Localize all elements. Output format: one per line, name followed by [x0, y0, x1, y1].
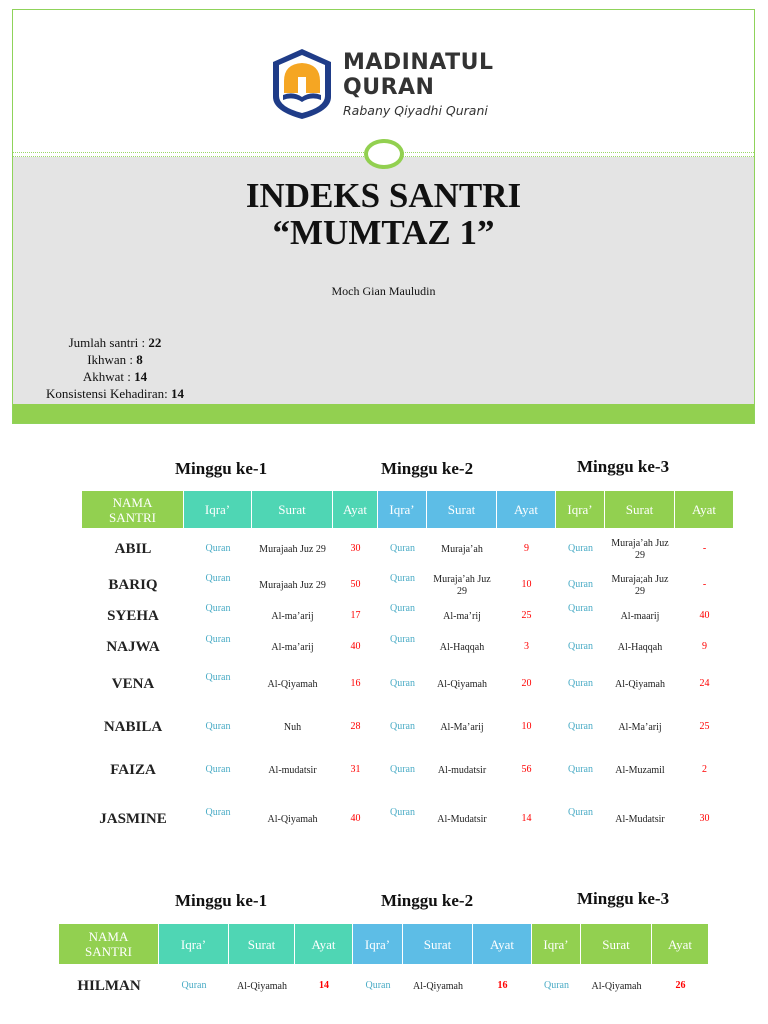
brand-tagline: Rabany Qiyadhi Qurani — [343, 103, 488, 118]
student-name: BARIQ — [108, 577, 158, 593]
iqra-cell: Quran — [568, 678, 593, 689]
ayat-cell: 26 — [675, 980, 686, 991]
madinatul-quran-emblem-icon — [269, 47, 335, 121]
ayat-cell: 25 — [699, 721, 710, 732]
ayat-cell: - — [702, 543, 707, 554]
iqra-cell: Quran — [205, 672, 231, 683]
surat-cell: Al-Ma’arij — [440, 722, 484, 733]
iqra-cell: Quran — [390, 678, 415, 689]
ayat-cell: 24 — [699, 678, 710, 689]
surat-cell: Al-Qiyamah — [237, 981, 287, 992]
student-name: NAJWA — [106, 639, 160, 655]
iqra-cell: Quran — [181, 980, 207, 991]
ayat-cell: 30 — [699, 813, 710, 824]
ring-ornament — [364, 139, 404, 169]
ayat-cell: 14 — [319, 980, 329, 991]
ayat-cell: 16 — [497, 980, 508, 991]
student-name: FAIZA — [110, 762, 156, 778]
student-name: VENA — [111, 676, 155, 692]
ayat-cell: 28 — [350, 721, 361, 732]
green-footer-bar — [13, 404, 754, 424]
stat-akhwat: Akhwat : 14 — [82, 369, 148, 384]
surat-cell: Al-ma’rij — [443, 611, 481, 622]
header-ayat-w2: Ayat — [473, 924, 532, 964]
ayat-cell: 40 — [350, 641, 361, 652]
page-title: INDEKS SANTRI — [245, 176, 522, 215]
header-iqra-w3: Iqra’ — [532, 924, 581, 964]
iqra-cell: Quran — [205, 603, 231, 614]
surat-cell: Al-Mudatsir — [615, 814, 665, 825]
surat-cell: Al-ma’arij — [271, 642, 314, 653]
iqra-cell: Quran — [568, 721, 593, 732]
iqra-cell: Quran — [390, 634, 415, 645]
week-label-3: Minggu ke-3 — [577, 889, 670, 908]
surat-cell: Muraja’ah Juz 29 — [433, 574, 491, 597]
stat-total: Jumlah santri : 22 — [68, 335, 162, 350]
ayat-cell: 25 — [521, 610, 532, 621]
iqra-cell: Quran — [205, 573, 231, 584]
iqra-cell: Quran — [205, 807, 231, 818]
surat-cell: Al-Haqqah — [439, 642, 485, 653]
brand-name-line2: QURAN — [343, 75, 435, 100]
iqra-cell: Quran — [390, 764, 415, 775]
ayat-cell: 30 — [350, 543, 361, 554]
ayat-cell: 14 — [521, 813, 532, 824]
iqra-cell: Quran — [568, 641, 593, 652]
iqra-cell: Quran — [544, 980, 569, 991]
header-ayat-w3: Ayat — [675, 491, 734, 528]
stat-attendance: Konsistensi Kehadiran: 14 — [46, 386, 184, 401]
student-name: NABILA — [103, 719, 163, 735]
iqra-cell: Quran — [568, 807, 593, 818]
surat-cell: Al-Mudatsir — [437, 814, 487, 825]
header-name: NAMA SANTRI — [59, 924, 159, 964]
iqra-cell: Quran — [390, 603, 415, 614]
header-surat-w3: Surat — [581, 924, 652, 964]
student-name: ABIL — [114, 541, 152, 557]
surat-cell: Murajaah Juz 29 — [259, 580, 326, 591]
student-name: SYEHA — [107, 608, 159, 624]
surat-cell: Al-Qiyamah — [413, 981, 463, 992]
header-iqra-w2: Iqra’ — [378, 491, 427, 528]
iqra-cell: Quran — [205, 543, 231, 554]
iqra-cell: Quran — [390, 543, 415, 554]
header-iqra-w1: Iqra’ — [184, 491, 252, 528]
stats-block — [25, 334, 205, 402]
iqra-cell: Quran — [205, 721, 231, 732]
header-surat-w3: Surat — [605, 491, 675, 528]
iqra-cell: Quran — [205, 634, 231, 645]
ayat-cell: 17 — [350, 610, 361, 621]
surat-cell: Al-Qiyamah — [591, 981, 642, 992]
iqra-cell: Quran — [568, 543, 593, 554]
ayat-cell: 20 — [521, 678, 532, 689]
stat-ikhwan: Ikhwan : 8 — [87, 352, 143, 367]
ayat-cell: 40 — [350, 813, 361, 824]
iqra-cell: Quran — [390, 807, 415, 818]
iqra-cell: Quran — [390, 721, 415, 732]
surat-cell: Muraja’ah Juz 29 — [611, 538, 669, 561]
surat-cell: Murajaah Juz 29 — [259, 544, 326, 555]
surat-cell: Nuh — [283, 722, 302, 733]
header-surat-w1: Surat — [252, 491, 333, 528]
ayat-cell: 40 — [699, 610, 710, 621]
ayat-cell: 9 — [524, 543, 529, 554]
header-iqra-w3: Iqra’ — [556, 491, 605, 528]
header-ayat-w3: Ayat — [652, 924, 709, 964]
ayat-cell: 10 — [521, 721, 532, 732]
header-name: NAMA SANTRI — [82, 491, 184, 528]
week-label-1: Minggu ke-1 — [175, 891, 268, 910]
surat-cell: Al-mudatsir — [268, 765, 317, 776]
header-surat-w1: Surat — [229, 924, 295, 964]
iqra-cell: Quran — [568, 764, 593, 775]
page-subtitle: “MUMTAZ 1” — [272, 213, 495, 252]
week-label-3: Minggu ke-3 — [577, 457, 670, 476]
student-name: HILMAN — [77, 978, 141, 994]
header-iqra-w2: Iqra’ — [353, 924, 403, 964]
logo — [241, 30, 533, 138]
surat-cell: Al-Ma’arij — [618, 722, 662, 733]
surat-cell: Muraja’ah — [441, 544, 483, 555]
surat-cell: Al-Qiyamah — [437, 679, 487, 690]
iqra-cell: Quran — [568, 603, 593, 614]
author-name: Moch Gian Mauludin — [331, 284, 436, 298]
surat-cell: Al-Qiyamah — [615, 679, 665, 690]
ayat-cell: 50 — [350, 579, 361, 590]
surat-cell: Al-mudatsir — [437, 765, 487, 776]
surat-cell: Muraja;ah Juz 29 — [611, 574, 669, 597]
week-label-2: Minggu ke-2 — [381, 891, 474, 910]
iqra-cell: Quran — [390, 573, 415, 584]
surat-cell: Al-Haqqah — [617, 642, 663, 653]
header-iqra-w1: Iqra’ — [159, 924, 229, 964]
title-slide — [12, 9, 755, 424]
student-name: JASMINE — [99, 811, 167, 827]
ayat-cell: 10 — [521, 579, 532, 590]
header-ayat-w1: Ayat — [295, 924, 353, 964]
iqra-cell: Quran — [205, 764, 231, 775]
week-label-2: Minggu ke-2 — [381, 459, 474, 478]
surat-cell: Al-ma’arij — [271, 611, 314, 622]
header-ayat-w1: Ayat — [333, 491, 378, 528]
ayat-cell: - — [702, 579, 707, 590]
ayat-cell: 9 — [702, 641, 707, 652]
surat-cell: Al-Muzamil — [615, 765, 665, 776]
brand-name-line1: MADINATUL — [343, 50, 494, 75]
surat-cell: Al-Qiyamah — [267, 814, 318, 825]
header-ayat-w2: Ayat — [497, 491, 556, 528]
ayat-cell: 56 — [521, 764, 532, 775]
iqra-cell: Quran — [365, 980, 391, 991]
week-label-1: Minggu ke-1 — [175, 459, 268, 478]
iqra-cell: Quran — [568, 579, 593, 590]
ayat-cell: 31 — [350, 764, 361, 775]
surat-cell: Al-maarij — [620, 611, 660, 622]
ayat-cell: 2 — [702, 764, 707, 775]
header-surat-w2: Surat — [427, 491, 497, 528]
header-surat-w2: Surat — [403, 924, 473, 964]
ayat-cell: 16 — [350, 678, 361, 689]
ayat-cell: 3 — [524, 641, 529, 652]
surat-cell: Al-Qiyamah — [267, 679, 318, 690]
